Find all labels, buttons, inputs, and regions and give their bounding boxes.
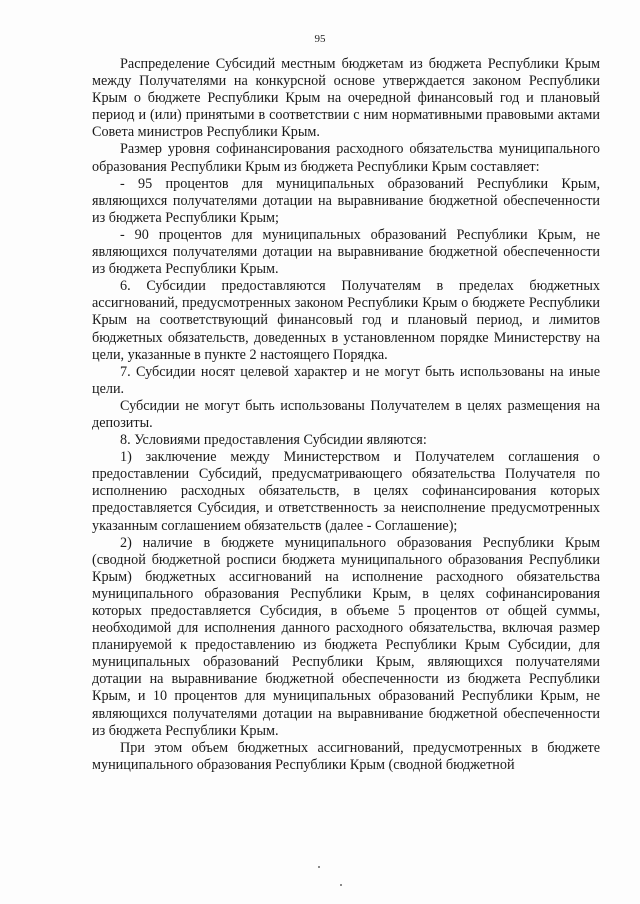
- paragraph-cofinancing-level: Размер уровня софинансирования расходного обязательства муниципального образования Республики Крым из бюджета Республики Крым составляет:: [92, 141, 600, 175]
- list-item-90-percent: - 90 процентов для муниципальных образований Республики Крым, не являющихся получателями дотации на выравнивание бюджетной обеспеченности из бюджета Республики Крым.: [92, 226, 600, 278]
- paragraph-clause-7: 7. Субсидии носят целевой характер и не могут быть использованы на иные цели.: [92, 363, 600, 397]
- paragraph-budget-allocation: При этом объем бюджетных ассигнований, предусмотренных в бюджете муниципального образования Республики Крым (сводной бюджетной: [92, 739, 600, 773]
- list-item-condition-1: 1) заключение между Министерством и Получателем соглашения о предоставлении Субсидий, предусматривающего обязательства Получателя по исполнению расходных обязательств, в целях софинансирования которых предоставляется Субсидия, и ответственность за неисполнение предусмотренных указанным соглашением обязательств (далее - Соглашение);: [92, 449, 600, 534]
- document-body: [92, 56, 600, 774]
- scan-speck: [340, 884, 342, 886]
- paragraph-clause-6: 6. Субсидии предоставляются Получателям в пределах бюджетных ассигнований, предусмотренных законом Республики Крым о бюджете Республики Крым на соответствующий финансовый год и плановый период, и лимитов бюджетных обязательств, доведенных в установленном порядке Министерству на цели, указанные в пункте 2 настоящего Порядка.: [92, 278, 600, 363]
- paragraph-deposits: Субсидии не могут быть использованы Получателем в целях размещения на депозиты.: [92, 397, 600, 431]
- paragraph-clause-8: 8. Условиями предоставления Субсидии являются:: [120, 432, 427, 449]
- list-item-condition-2: 2) наличие в бюджете муниципального образования Республики Крым (сводной бюджетной росписи бюджета муниципального образования Республики Крым) бюджетных ассигнований на исполнение расходного обязательства муниципального образования Республики Крым, в целях софинансирования которых предоставляется Субсидия, в объеме 5 процентов от общей суммы, необходимой для исполнения данного расходного обязательства, включая размер планируемой к предоставлению из бюджета Республики Крым Субсидии, для муниципальных образований Республики Крым, являющихся получателями дотации на выравнивание бюджетной обеспеченности из бюджета Республики Крым, и 10 процентов для муниципальных образований Республики Крым, не являющихся получателями дотации на выравнивание бюджетной обеспеченности из бюджета Республики Крым.: [92, 534, 600, 739]
- paragraph-subsidy-distribution: Распределение Субсидий местным бюджетам из бюджета Республики Крым между Получателями на конкурсной основе утверждается законом Республики Крым о бюджете Республики Крым на очередной финансовый год и плановый период и (или) принятыми в соответствии с ним нормативными правовыми актами Совета министров Республики Крым.: [92, 56, 600, 141]
- list-item-95-percent: - 95 процентов для муниципальных образований Республики Крым, являющихся получателями дотации на выравнивание бюджетной обеспеченности из бюджета Республики Крым;: [92, 175, 600, 226]
- page-number: 95: [314, 33, 326, 45]
- scan-speck: [318, 866, 320, 868]
